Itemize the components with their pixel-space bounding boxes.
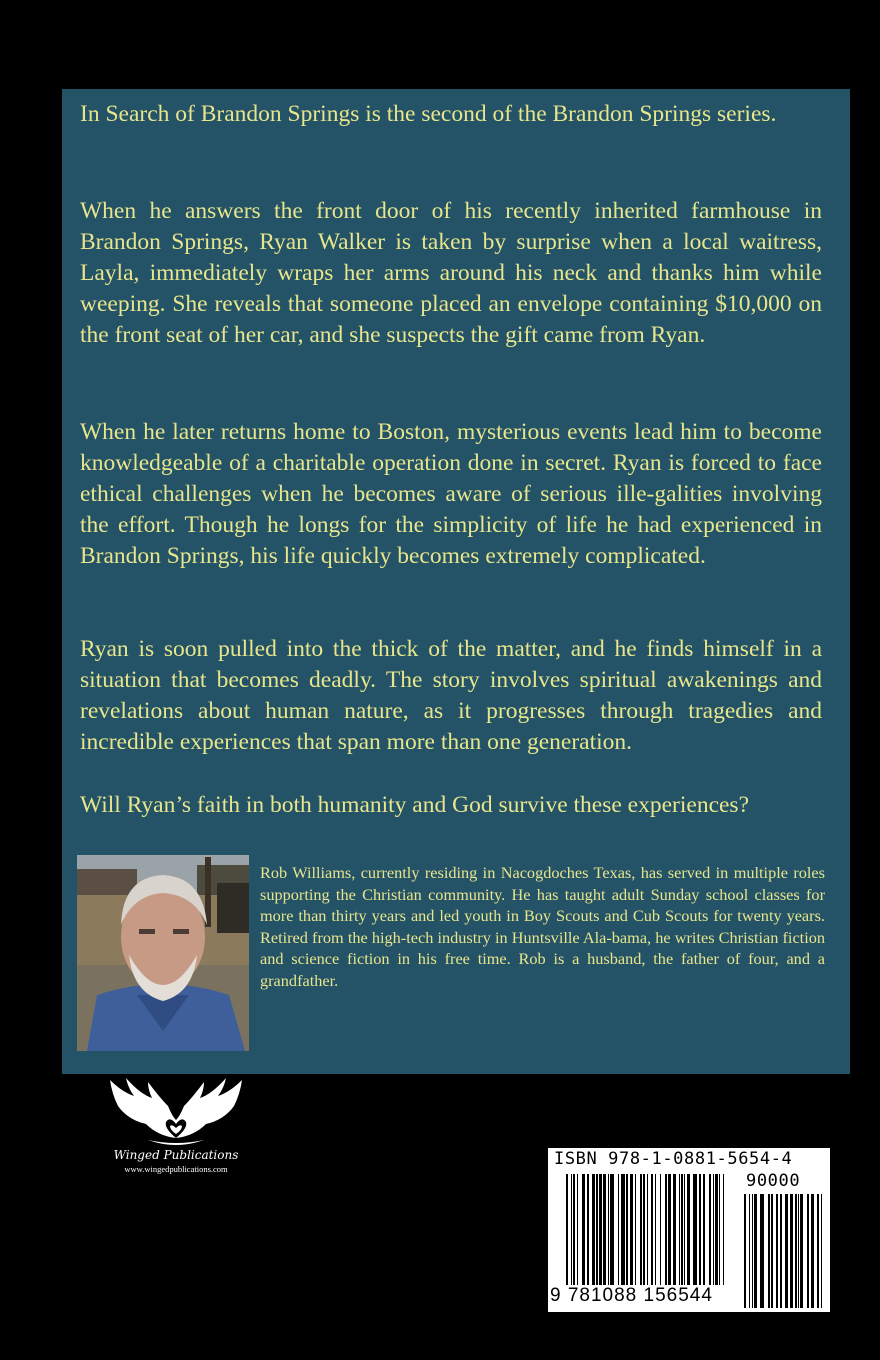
publisher-name: Winged Publications — [113, 1148, 239, 1162]
isbn-label: ISBN 978-1-0881-5654-4 — [554, 1149, 793, 1169]
publisher-url: www.wingedpublications.com — [124, 1164, 228, 1174]
back-cover-panel — [62, 89, 850, 1074]
blurb-question: Will Ryan’s faith in both humanity and God survive these experiences? — [80, 792, 750, 818]
author-photo — [77, 855, 249, 1051]
price-code: 90000 — [746, 1171, 801, 1191]
barcode-digits: 9 781088 156544 — [550, 1285, 713, 1306]
blurb-paragraph-2: When he answers the front door of his recently inherited farmhouse in Brandon Springs, Ryan Walker is taken by surprise when a local waitress, Layla, immediately wraps her arms around his neck and thanks him while weeping. She reveals that someone placed an envelope containing $10,000 on the front seat of her car, and she suspects the gift came from Ryan. — [80, 198, 822, 348]
blurb-intro: In Search of Brandon Springs is the second of the Brandon Springs series. — [80, 101, 777, 127]
blurb-paragraph-3: When he later returns home to Boston, mysterious events lead him to become knowledgeable of a charitable operation done in secret. Ryan is forced to face ethical challenges when he becomes aware of serious ille-galities involving the effort. Though he longs for the simplicity of life he had experienced in Brandon Springs, his life quickly becomes extremely complicated. — [80, 419, 822, 569]
isbn-barcode — [548, 1148, 830, 1312]
author-bio: Rob Williams, currently residing in Nacogdoches Texas, has served in multiple roles supporting the Christian community. He has taught adult Sunday school classes for more than thirty years and led youth in Boy Scouts and Cub Scouts for twenty years. Retired from the high-tech industry in Huntsville Ala-bama, he writes Christian fiction and science fiction in his free time. Rob is a husband, the father of four, and a grandfather. — [260, 863, 825, 990]
blurb-paragraph-4: Ryan is soon pulled into the thick of the matter, and he finds himself in a situation that becomes deadly. The story involves spiritual awakenings and revelations about human nature, as it progresses through tragedies and incredible experiences that span more than one generation. — [80, 636, 822, 755]
